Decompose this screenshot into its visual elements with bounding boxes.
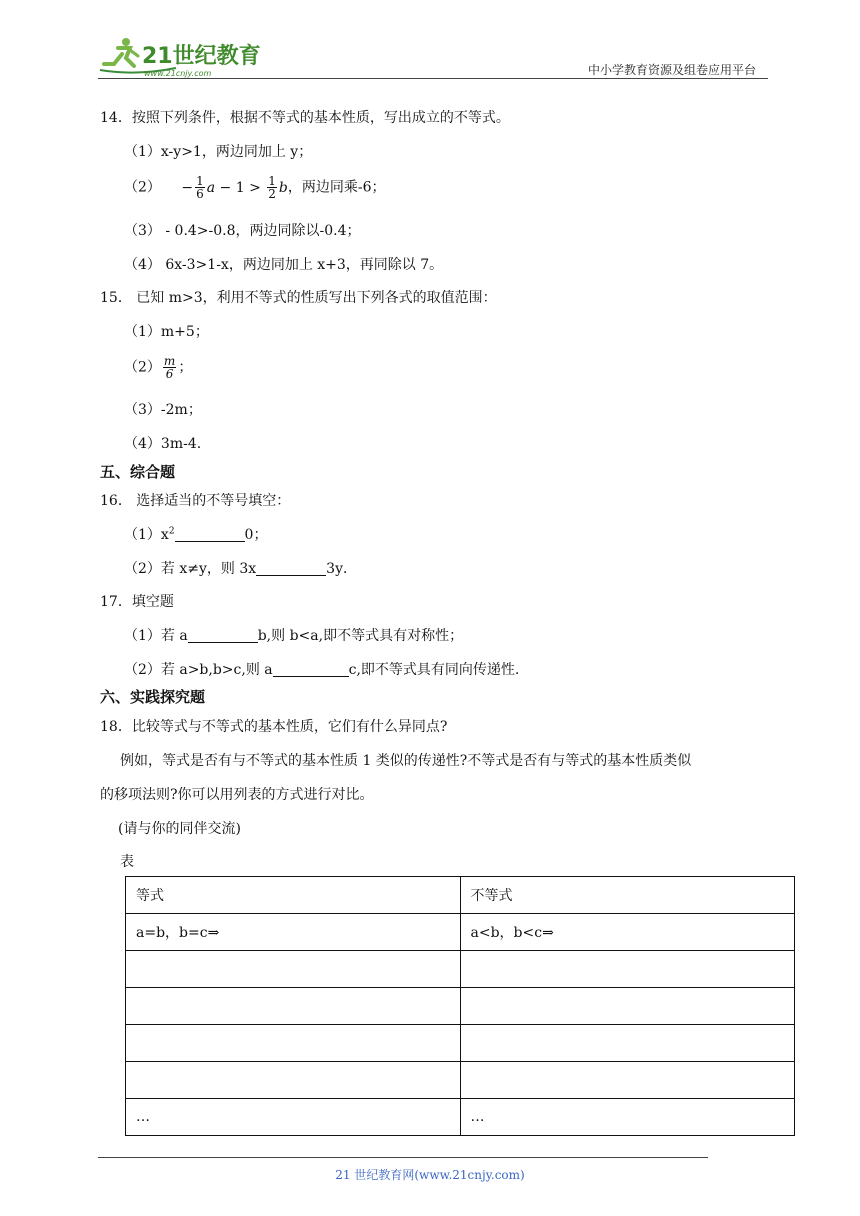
q14-item-2-expression: − $\frac{1}{6}$ a − 1 > $\frac{1}{2}$ b [181, 174, 288, 201]
table-cell[interactable] [126, 1062, 461, 1099]
table-cell[interactable]: … [460, 1099, 795, 1136]
q15-item-4: （4）3m-4. [124, 436, 202, 452]
footer-link[interactable]: 21 世纪教育网(www.21cnjy.com) [335, 1168, 525, 1182]
q17-stem: 17．填空题 [100, 594, 174, 610]
q17-blank-1[interactable] [188, 628, 258, 643]
header-divider [98, 78, 768, 79]
q18-stem: 18．比较等式与不等式的基本性质，它们有什么异同点? [100, 719, 448, 735]
q16-blank-1[interactable] [175, 527, 245, 542]
table-row [126, 914, 795, 951]
table-cell[interactable] [126, 988, 461, 1025]
q16-stem: 16． 选择适当的不等号填空： [100, 493, 291, 509]
q17-blank-2[interactable] [273, 662, 349, 677]
table-cell[interactable]: a<b，b<c⇒ [460, 914, 795, 951]
q14-stem: 14．按照下列条件，根据不等式的基本性质，写出成立的不等式。 [100, 110, 510, 126]
q14-item-3: （3） - 0.4>-0.8，两边同除以-0.4； [124, 223, 361, 239]
q18-paragraph-1: 例如，等式是否有与不等式的基本性质 1 类似的传递性?不等式是否有与等式的基本性质类似 [120, 753, 692, 769]
q16-blank-2[interactable] [256, 561, 326, 576]
q14-item-1: （1）x-y>1，两边同加上 y； [124, 144, 313, 160]
table-cell[interactable] [126, 951, 461, 988]
table-cell[interactable] [460, 1062, 795, 1099]
logo-text: 21世纪教育 [142, 44, 261, 69]
table-cell[interactable] [126, 1025, 461, 1062]
table-header-cell: 不等式 [460, 877, 795, 914]
q15-item-1: （1）m+5； [124, 324, 209, 340]
q18-paragraph-3: (请与你的同伴交流) [118, 821, 241, 837]
site-logo [96, 36, 266, 80]
q15-item-3: （3）-2m； [124, 402, 202, 418]
table-header-row [126, 877, 795, 914]
table-row [126, 1025, 795, 1062]
table-row [126, 1062, 795, 1099]
q14-item-2: （2） − $\frac{1}{6}$ a − 1 > $\frac{1}{2}$ b，两边同乘-6； [124, 174, 386, 201]
q15-stem: 15． 已知 m>3，利用不等式的性质写出下列各式的取值范围： [100, 290, 497, 306]
logo-url: www.21cnjy.com [144, 69, 212, 78]
header-tagline: 中小学教育资源及组卷应用平台 [587, 63, 756, 77]
table-cell[interactable] [460, 988, 795, 1025]
table-cell[interactable] [460, 951, 795, 988]
q17-item-2: （2）若 a>b,b>c,则 a c,即不等式具有同向传递性. [124, 662, 520, 678]
table-cell[interactable]: … [126, 1099, 461, 1136]
q16-item-2: （2）若 x≠y，则 3x 3y． [124, 561, 357, 577]
table-label: 表 [120, 854, 134, 870]
q17-item-1: （1）若 a b,则 b<a,即不等式具有对称性； [124, 628, 464, 644]
footer-divider [98, 1157, 708, 1158]
table-cell[interactable] [460, 1025, 795, 1062]
table-cell[interactable]: a=b，b=c⇒ [126, 914, 461, 951]
section-5-heading: 五、综合题 [100, 463, 176, 481]
table-row [126, 1099, 795, 1136]
comparison-table [125, 876, 795, 1136]
q15-item-2: （2） $\frac{m}{6}$ ； [124, 354, 193, 381]
table-row [126, 951, 795, 988]
q14-item-4: （4） 6x-3>1-x，两边同加上 x+3，再同除以 7。 [124, 257, 444, 273]
table-header-cell: 等式 [126, 877, 461, 914]
table-row [126, 988, 795, 1025]
q16-item-1: $(1)x^2$ 0； [124, 526, 268, 543]
q18-paragraph-2: 的移项法则?你可以用列表的方式进行对比。 [100, 787, 374, 803]
section-6-heading: 六、实践探究题 [100, 688, 206, 706]
